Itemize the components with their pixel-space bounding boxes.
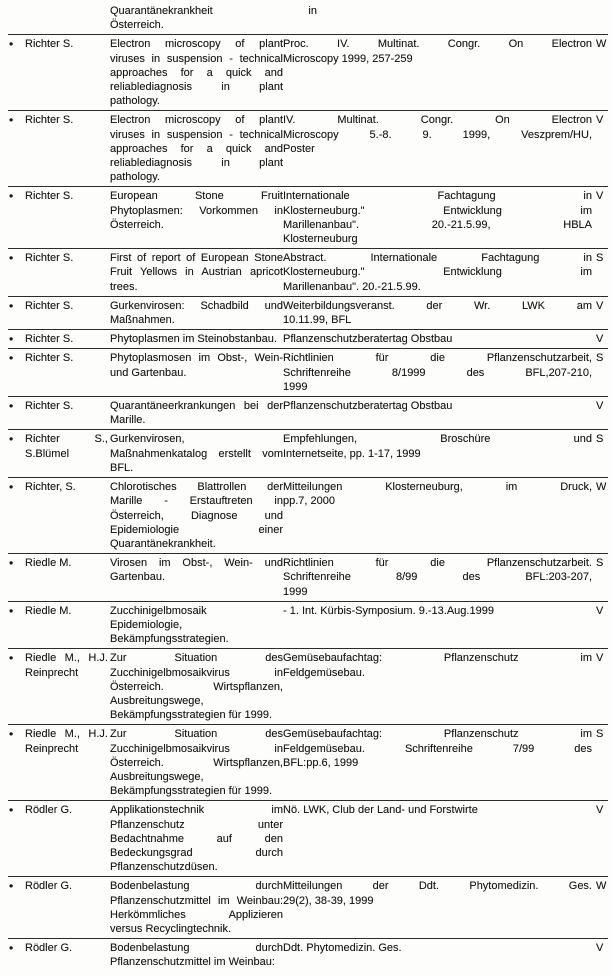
title-cell: Gurkenvirosen, Maßnahmenkatalog erstellt vom BFL.: [110, 433, 283, 474]
publication-cell: Richtlinien für die Pflanzenschutzarbeit. Schriftenreihe 8/99 des BFL:203-207, 1999: [283, 557, 592, 598]
type-code: V: [596, 114, 604, 127]
title-cell: Zur Situation des Zucchinigelbmosaikvirus in Österreich. Wirtspflanzen, Ausbreitungswege, Bekämpfungsstrategien für 1999.: [110, 652, 283, 722]
title-cell: Zucchinigelbmosaik Epidemiologie, Bekämpfungsstrategien.: [110, 604, 229, 646]
author-cell: Richter S.: [25, 38, 74, 51]
type-code: V: [596, 333, 604, 346]
title-cell: Bodenbelastung durch Pflanzenschutzmittel im Weinbau:: [110, 942, 283, 969]
publication-row: [8, 396, 608, 429]
publication-row: [8, 429, 608, 477]
publication-row: [8, 724, 608, 800]
publication-cell: Internationale Fachtagung in Klosterneuburg." Entwicklung im Marillenanbau". 20.-21.5.99, HBLA Klosterneuburg: [283, 190, 592, 246]
publication-row: [8, 800, 608, 876]
bullet-icon: •: [9, 399, 14, 414]
author-cell: Richter S.: [25, 400, 74, 413]
publication-row: [8, 348, 608, 396]
bullet-icon: •: [9, 603, 14, 618]
bullet-icon: •: [9, 727, 14, 742]
type-code: S: [596, 252, 604, 265]
publication-row: [8, 34, 608, 110]
bullet-icon: •: [9, 113, 14, 128]
type-code: V: [596, 299, 604, 312]
publication-cell: Mitteilungen Klosterneuburg, im Druck, pp.7, 2000: [283, 481, 592, 508]
title-cell: Quarantäneerkrankungen bei der Marille.: [110, 400, 283, 427]
type-code: V: [596, 942, 604, 955]
type-code: S: [596, 433, 604, 446]
author-cell: Richter S.: [25, 352, 74, 365]
publication-row: [8, 648, 608, 724]
publication-cell: Abstract. Internationale Fachtagung in Klosterneuburg." Entwicklung im Marillenanbau". 20.-21.5.99.: [283, 252, 592, 293]
publication-cell: [317, 4, 592, 32]
author-cell: Richter S., S.Blümel: [25, 433, 108, 460]
title-cell: Gurkenvirosen: Schadbild und Maßnahmen.: [110, 299, 283, 327]
type-code: S: [596, 728, 604, 741]
title-cell: Electron microscopy of plant viruses in suspension - technical approaches for a quick and reliablediagnosis in plant pathology.: [110, 114, 283, 184]
bullet-icon: •: [9, 351, 14, 366]
author-cell: Riedle M.: [25, 604, 72, 617]
publication-cell: Pflanzenschutzberatertag Obstbau: [283, 400, 453, 413]
author-cell: [25, 4, 110, 32]
publication-cell: Pflanzenschutzberatertag Obstbau: [283, 333, 453, 346]
publication-cell: IV. Multinat. Congr. On Electron Microscopy 5.-8. 9. 1999, Veszprem/HU, Poster: [283, 114, 592, 155]
author-cell: Riedle M., H.J. Reinprecht: [25, 728, 108, 755]
publication-cell: Proc. IV. Multinat. Congr. On Electron Microscopy 1999, 257-259: [283, 38, 592, 65]
title-cell: European Stone Fruit Phytoplasmen: Vorkommen in Österreich.: [110, 190, 283, 231]
publication-row: [8, 601, 608, 649]
publication-row: [8, 477, 608, 553]
bullet-icon: •: [9, 189, 14, 204]
title-cell: Virosen im Obst-, Wein- und Gartenbau.: [110, 557, 283, 584]
type-code: V: [596, 804, 604, 817]
publication-cell: Richtlinien für die Pflanzenschutzarbeit, Schriftenreihe 8/1999 des BFL,207-210, 1999: [283, 352, 592, 393]
bullet-icon: •: [9, 941, 14, 956]
bullet-icon: •: [9, 332, 14, 347]
author-cell: Rödler G.: [25, 942, 73, 955]
title-cell: Phytoplasmosen im Obst-, Wein- und Gartenbau.: [110, 352, 283, 379]
title-cell: Quarantänekrankheit in Österreich.: [110, 5, 317, 32]
author-cell: Richter S.: [25, 299, 74, 312]
author-cell: Rödler G.: [25, 804, 73, 817]
title-cell: Zur Situation des Zucchinigelbmosaikvirus in Österreich. Wirtspflanzen, Ausbreitungswege, Bekämpfungsstrategien für 1999.: [110, 728, 283, 798]
bullet-icon: •: [9, 556, 14, 571]
publication-cell: Gemüsebaufachtag: Pflanzenschutz im Feldgemüsebau.: [283, 652, 592, 679]
title-cell: Bodenbelastung durch Pflanzenschutzmittel im Weinbau: Herkömmliches Applizieren versus Recyclingtechnik.: [110, 880, 283, 935]
author-cell: Richter S.: [25, 190, 74, 203]
bullet-icon: •: [9, 480, 14, 495]
publication-row: [8, 329, 608, 348]
publication-row: [8, 553, 608, 601]
publication-cell: Mitteilungen der Ddt. Phytomedizin. Ges. 29(2), 38-39, 1999: [283, 880, 592, 907]
author-cell: Riedle M., H.J. Reinprecht: [25, 652, 108, 679]
publication-cell: Weiterbildungsveranst. der Wr. LWK am 10.11.99, BFL: [283, 299, 592, 327]
type-code: W: [596, 38, 607, 51]
publication-cell: Nö. LWK, Club der Land- und Forstwirte: [283, 804, 478, 817]
title-cell: First of report of European Stone Fruit Yellows in Austrian apricot trees.: [110, 252, 283, 293]
type-code: W: [596, 880, 607, 893]
type-code: V: [596, 604, 604, 617]
author-cell: Riedle M.: [25, 557, 72, 570]
bullet-icon: •: [9, 251, 14, 266]
bullet-icon: •: [9, 651, 14, 666]
publication-cell: Ddt. Phytomedizin. Ges.: [283, 942, 402, 955]
author-cell: Rödler G.: [25, 880, 73, 893]
bullet-icon: •: [9, 879, 14, 894]
type-code: V: [596, 652, 604, 665]
type-code: W: [596, 481, 607, 494]
type-code: V: [596, 400, 604, 413]
publication-row: [8, 876, 608, 938]
author-cell: Richter, S.: [25, 481, 76, 494]
title-cell: Applikationstechnik im Pflanzenschutz unter Bedachtnahme auf den Bedeckungsgrad durch Pflanzenschutzdüsen.: [110, 804, 283, 874]
publication-row: [8, 186, 608, 248]
type-code: S: [596, 557, 604, 570]
publication-row: [8, 248, 608, 296]
type-code: S: [596, 352, 604, 365]
publication-cell: Empfehlungen, Broschüre und Internetseite, pp. 1-17, 1999: [283, 433, 592, 460]
publication-row: [8, 296, 608, 329]
bullet-column-empty: [8, 4, 25, 32]
bullet-icon: •: [9, 432, 14, 447]
type-code: [592, 4, 608, 32]
publication-cell: Gemüsebaufachtag: Pflanzenschutz im Feldgemüsebau. Schriftenreihe 7/99 des BFL:pp.6, 1999: [283, 728, 592, 769]
author-cell: Richter S.: [25, 333, 74, 346]
bullet-icon: •: [9, 803, 14, 818]
type-code: V: [596, 190, 604, 203]
title-cell: Electron microscopy of plant viruses in suspension - technical approaches for a quick and reliablediagnosis in plant pathology.: [110, 38, 283, 108]
author-cell: Richter S.: [25, 114, 74, 127]
bullet-icon: •: [9, 37, 14, 52]
publication-row: [8, 110, 608, 186]
publication-row: [8, 938, 608, 971]
bullet-icon: •: [9, 298, 14, 313]
author-cell: Richter S.: [25, 252, 74, 265]
publication-cell: - 1. Int. Kürbis-Symposium. 9.-13.Aug.1999: [283, 604, 494, 617]
title-cell: Chlorotisches Blattrollen der Marille - Erstauftreten in Österreich, Diagnose und Epidemiologie einer Quarantänekrankheit.: [110, 481, 283, 550]
publication-row-continuation: [8, 2, 608, 34]
title-cell: Phytoplasmen im Steinobstanbau.: [110, 333, 277, 346]
